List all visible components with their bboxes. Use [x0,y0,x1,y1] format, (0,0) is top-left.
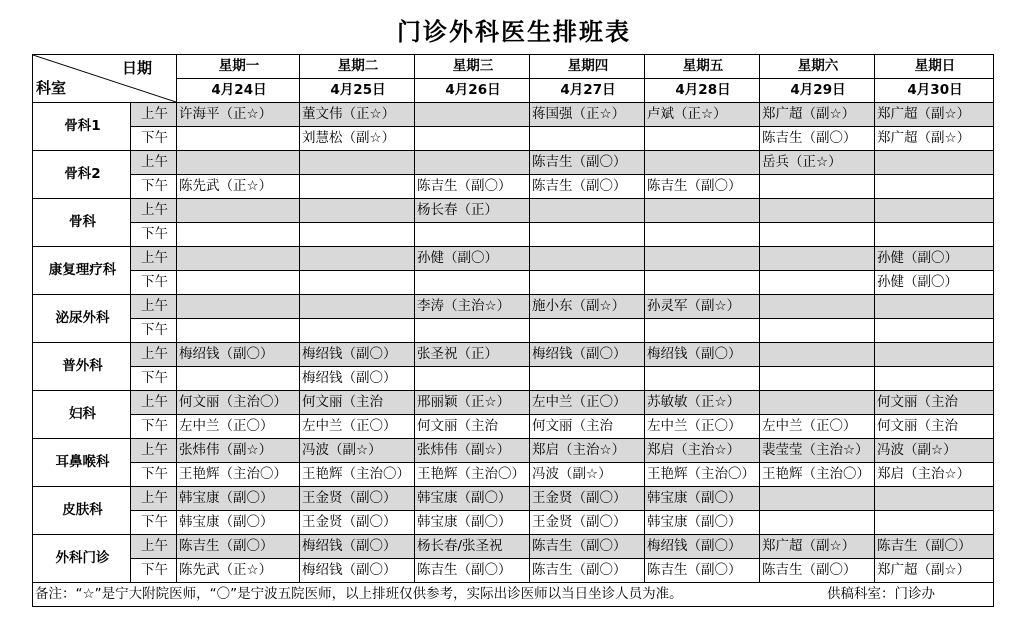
table-row [33,223,994,247]
schedule-cell [530,223,645,247]
schedule-cell [645,247,760,271]
schedule-cell: 冯波（副☆） [300,439,415,463]
schedule-cell: 孙健（副〇） [875,271,994,295]
schedule-cell: 陈吉生（副〇） [530,175,645,199]
footer-row [33,583,994,607]
schedule-cell: 梅绍钱（副〇） [530,343,645,367]
table-row [33,391,994,415]
schedule-cell: 郑广超（副☆） [875,127,994,151]
schedule-cell: 陈吉生（副〇） [415,175,530,199]
schedule-cell [875,223,994,247]
schedule-cell: 梅绍钱（副〇） [300,367,415,391]
schedule-cell [760,247,875,271]
schedule-cell [300,151,415,175]
department-name: 普外科 [33,343,131,391]
table-row [33,535,994,559]
table-row [33,487,994,511]
time-slot-label: 上午 [131,295,177,319]
schedule-cell: 梅绍钱（副〇） [177,343,300,367]
schedule-cell: 陈吉生（副〇） [645,175,760,199]
day-header: 星期一 [177,55,300,79]
schedule-cell: 陈吉生（副〇） [760,559,875,583]
schedule-cell [415,151,530,175]
table-row [33,511,994,535]
schedule-cell: 左中兰（正〇） [760,415,875,439]
schedule-cell: 王艳辉（主治〇） [300,463,415,487]
schedule-cell: 陈吉生（副〇） [530,559,645,583]
schedule-cell [177,151,300,175]
schedule-cell: 董文伟（正☆） [300,103,415,127]
schedule-cell [760,487,875,511]
schedule-cell: 冯波（副☆） [530,463,645,487]
time-slot-label: 下午 [131,415,177,439]
schedule-cell [415,127,530,151]
department-name: 骨科2 [33,151,131,199]
schedule-cell: 杨长春/张圣祝 [415,535,530,559]
day-header: 星期五 [645,55,760,79]
time-slot-label: 上午 [131,103,177,127]
schedule-cell: 郑广超（副☆） [760,103,875,127]
schedule-cell: 王金贤（副〇） [530,511,645,535]
header-row-days [33,55,994,79]
schedule-cell: 左中兰（正〇） [530,391,645,415]
schedule-cell [530,199,645,223]
schedule-cell: 陈吉生（副〇） [530,535,645,559]
schedule-cell: 张炜伟（副☆） [177,439,300,463]
department-name: 皮肤科 [33,487,131,535]
schedule-cell: 李涛（主治☆） [415,295,530,319]
schedule-cell [875,511,994,535]
schedule-cell [177,319,300,343]
table-row [33,415,994,439]
schedule-cell [875,151,994,175]
schedule-cell: 许海平（正☆） [177,103,300,127]
schedule-cell: 郑广超（副☆） [875,103,994,127]
department-name: 骨科1 [33,103,131,151]
schedule-cell: 蒋国强（正☆） [530,103,645,127]
schedule-cell: 刘慧松（副☆） [300,127,415,151]
time-slot-label: 上午 [131,343,177,367]
schedule-cell [415,367,530,391]
page-title: 门诊外科医生排班表 [397,18,631,46]
schedule-cell: 王金贤（副〇） [530,487,645,511]
schedule-cell: 王金贤（副〇） [300,511,415,535]
schedule-cell: 左中兰（正〇） [300,415,415,439]
time-slot-label: 下午 [131,367,177,391]
schedule-cell [875,295,994,319]
schedule-cell [300,295,415,319]
date-header: 4月30日 [875,79,994,103]
schedule-cell: 苏敏敏（正☆） [645,391,760,415]
table-row [33,559,994,583]
table-corner-header [33,55,177,103]
time-slot-label: 上午 [131,535,177,559]
schedule-cell [645,199,760,223]
time-slot-label: 下午 [131,127,177,151]
footer-note: 备注：“☆”是宁大附院医师，“〇”是宁波五院医师，以上排班仅供参考，实际出诊医师以当日坐诊人员为准。 [35,586,683,602]
schedule-cell [645,271,760,295]
schedule-cell [760,391,875,415]
department-name: 骨科 [33,199,131,247]
date-header: 4月25日 [300,79,415,103]
schedule-cell: 韩宝康（副〇） [177,487,300,511]
schedule-cell: 梅绍钱（副〇） [645,535,760,559]
schedule-cell: 何文丽（主治 [415,415,530,439]
schedule-cell: 何文丽（主治 [300,391,415,415]
schedule-cell [177,127,300,151]
corner-date-label: 日期 [121,59,152,77]
table-row [33,343,994,367]
schedule-cell [300,175,415,199]
time-slot-label: 下午 [131,223,177,247]
schedule-cell: 左中兰（正〇） [645,415,760,439]
schedule-cell: 陈吉生（副〇） [760,127,875,151]
schedule-cell [875,175,994,199]
schedule-cell [760,295,875,319]
schedule-cell: 左中兰（正〇） [177,415,300,439]
table-row [33,247,994,271]
schedule-cell: 邢丽颖（正☆） [415,391,530,415]
schedule-cell: 陈吉生（副〇） [645,559,760,583]
schedule-cell [300,199,415,223]
schedule-cell [645,151,760,175]
table-row [33,463,994,487]
schedule-cell [300,271,415,295]
schedule-cell [530,127,645,151]
schedule-cell: 郑广超（副☆） [875,559,994,583]
schedule-cell [177,199,300,223]
schedule-cell: 梅绍钱（副〇） [300,343,415,367]
time-slot-label: 下午 [131,463,177,487]
date-header: 4月27日 [530,79,645,103]
schedule-cell: 王艳辉（主治〇） [177,463,300,487]
schedule-cell: 郑启（主治☆） [875,463,994,487]
date-header: 4月24日 [177,79,300,103]
day-header: 星期日 [875,55,994,79]
schedule-table [32,54,994,607]
table-row [33,199,994,223]
schedule-cell [177,223,300,247]
schedule-cell: 陈吉生（副〇） [530,151,645,175]
schedule-cell: 孙灵军（副☆） [645,295,760,319]
schedule-cell: 韩宝康（副〇） [177,511,300,535]
schedule-cell [645,223,760,247]
time-slot-label: 下午 [131,511,177,535]
time-slot-label: 上午 [131,487,177,511]
time-slot-label: 上午 [131,247,177,271]
schedule-cell: 陈先武（正☆） [177,175,300,199]
schedule-cell [645,367,760,391]
schedule-cell [760,175,875,199]
schedule-cell [415,319,530,343]
time-slot-label: 下午 [131,559,177,583]
schedule-cell [760,271,875,295]
table-row [33,295,994,319]
schedule-cell [760,367,875,391]
schedule-cell: 韩宝康（副〇） [415,511,530,535]
schedule-cell: 何文丽（主治〇） [177,391,300,415]
time-slot-label: 上午 [131,391,177,415]
schedule-cell: 杨长春（正） [415,199,530,223]
department-name: 外科门诊 [33,535,131,583]
time-slot-label: 下午 [131,319,177,343]
schedule-cell [875,487,994,511]
table-row [33,319,994,343]
schedule-cell: 梅绍钱（副〇） [300,559,415,583]
schedule-cell: 何文丽（主治 [530,415,645,439]
time-slot-label: 下午 [131,175,177,199]
schedule-cell: 孙健（副〇） [875,247,994,271]
time-slot-label: 上午 [131,439,177,463]
schedule-cell: 梅绍钱（副〇） [645,343,760,367]
table-row [33,367,994,391]
schedule-cell [177,295,300,319]
schedule-cell: 孙健（副〇） [415,247,530,271]
schedule-cell: 梅绍钱（副〇） [300,535,415,559]
schedule-cell [530,319,645,343]
schedule-cell: 陈吉生（副〇） [415,559,530,583]
schedule-cell: 陈吉生（副〇） [177,535,300,559]
table-row [33,151,994,175]
schedule-cell [645,319,760,343]
schedule-cell [300,223,415,247]
time-slot-label: 上午 [131,151,177,175]
department-name: 妇科 [33,391,131,439]
schedule-cell: 郑启（主治☆） [645,439,760,463]
day-header: 星期二 [300,55,415,79]
schedule-cell [415,103,530,127]
department-name: 康复理疗科 [33,247,131,295]
schedule-cell: 韩宝康（副〇） [645,511,760,535]
schedule-cell: 卢斌（正☆） [645,103,760,127]
schedule-cell: 郑启（主治☆） [530,439,645,463]
schedule-cell [875,367,994,391]
day-header: 星期三 [415,55,530,79]
department-name: 泌尿外科 [33,295,131,343]
schedule-cell [530,247,645,271]
schedule-cell [645,127,760,151]
schedule-cell [415,223,530,247]
day-header: 星期六 [760,55,875,79]
schedule-cell: 韩宝康（副〇） [415,487,530,511]
schedule-cell [875,199,994,223]
schedule-cell [760,343,875,367]
schedule-cell [760,319,875,343]
schedule-cell [760,199,875,223]
time-slot-label: 下午 [131,271,177,295]
schedule-cell [875,343,994,367]
schedule-cell: 岳兵（正☆） [760,151,875,175]
schedule-cell: 何文丽（主治 [875,391,994,415]
schedule-cell: 裴莹莹（主治☆） [760,439,875,463]
table-row [33,127,994,151]
corner-dept-label: 科室 [36,79,67,97]
schedule-cell [875,319,994,343]
schedule-cell [177,271,300,295]
schedule-cell: 陈吉生（副〇） [875,535,994,559]
table-row [33,271,994,295]
department-name: 耳鼻喉科 [33,439,131,487]
schedule-cell [530,367,645,391]
date-header: 4月28日 [645,79,760,103]
schedule-cell: 何文丽（主治 [875,415,994,439]
schedule-cell: 冯波（副☆） [875,439,994,463]
header-row-dates [33,79,994,103]
schedule-cell [177,247,300,271]
day-header: 星期四 [530,55,645,79]
table-row [33,175,994,199]
schedule-cell: 王艳辉（主治〇） [760,463,875,487]
schedule-cell: 张圣祝（正） [415,343,530,367]
time-slot-label: 上午 [131,199,177,223]
schedule-cell: 郑广超（副☆） [760,535,875,559]
schedule-cell: 张炜伟（副☆） [415,439,530,463]
schedule-cell: 王金贤（副〇） [300,487,415,511]
date-header: 4月26日 [415,79,530,103]
schedule-cell: 施小东（副☆） [530,295,645,319]
schedule-cell [300,247,415,271]
schedule-cell [177,367,300,391]
schedule-cell: 韩宝康（副〇） [645,487,760,511]
schedule-cell: 陈先武（正☆） [177,559,300,583]
schedule-cell [760,223,875,247]
schedule-cell: 王艳辉（主治〇） [645,463,760,487]
schedule-cell [760,511,875,535]
schedule-cell [415,271,530,295]
schedule-cell: 王艳辉（主治〇） [415,463,530,487]
schedule-cell [530,271,645,295]
footer-source: 供稿科室：门诊办 [827,586,935,602]
date-header: 4月29日 [760,79,875,103]
table-row [33,439,994,463]
table-row [33,103,994,127]
schedule-cell [300,319,415,343]
